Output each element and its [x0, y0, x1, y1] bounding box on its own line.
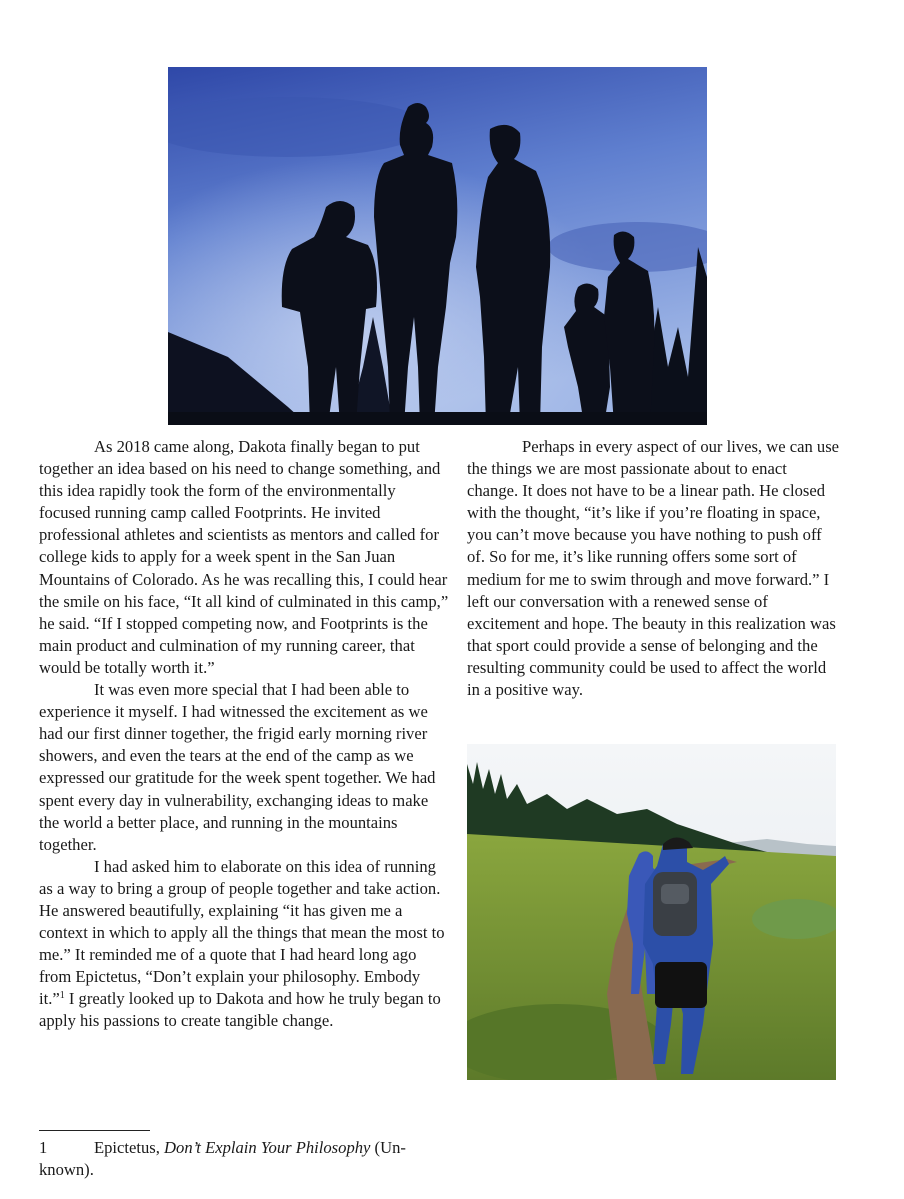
paragraph: As 2018 came along, Dakota finally began to put together an idea based on his need to change something, and this idea rapidly took the form of the environmentally focused running camp called Footprints. He invited professional athletes and scientists as mentors and called for college kids to apply for a week spent in the San Juan Mountains of Colorado. As he was recalling this, I could hear the smile on his face, “It all kind of culminated in this camp,” he said. “If I stopped competing now, and Footprints is the main product and culmination of my running career, that would be totally worth it.”	[39, 437, 449, 677]
paragraph: It was even more special that I had been able to experience it myself. I had witnessed the excitement as we had our first dinner together, the frigid early morning river showers, and even the tears at the end of the camp as we expressed our gratitude for the week spent together. We had spent every day in vulnerability, exchanging ideas to make the world a better place, and running in the mountains together.	[39, 680, 436, 854]
dusk-silhouettes-illustration	[168, 67, 707, 425]
footnote-title: Don’t Explain Your Philosophy	[164, 1138, 371, 1157]
left-text-column	[39, 436, 449, 1033]
footnote-reference[interactable]: 1	[59, 990, 65, 1002]
footnote-number: 1	[39, 1138, 48, 1157]
paragraph: Perhaps in every aspect of our lives, we can use the things we are most passionate about to enact change. It does not have to be a linear path. He closed with the thought, “it’s like if you’re floating in space, you can’t move because you have nothing to push off of. So for me, it’s like running offers some sort of medium for me to swim through and move forward.” I left our conversation with a renewed sense of excitement and hope. The beauty in this realization was that sport could provide a sense of belonging and the resulting community could be used to affect the world in a positive way.	[467, 437, 840, 700]
trail-runners-illustration	[467, 744, 836, 1080]
paragraph-text: I had asked him to elaborate on this idea of running as a way to bring a group of people together and take action. He answered beautifully, explaining “it has given me a context in which to apply all the things that mean the most to me.” It reminded me of a quote that I had heard long ago from Epictetus, “Don’t explain your philosophy. Embody it.”	[39, 856, 445, 1009]
trail-runners-photo	[467, 744, 836, 1080]
footnote-divider	[39, 1130, 150, 1131]
footnote	[39, 1137, 439, 1181]
dusk-silhouettes-photo	[168, 67, 707, 425]
paragraph	[39, 856, 449, 1033]
footnote-author: Epictetus,	[94, 1138, 165, 1157]
footnote-rest: (Unknown).	[39, 1138, 406, 1180]
right-text-column	[467, 436, 839, 701]
paragraph-text: I greatly looked up to Dakota and how he truly began to apply his passions to create tangible change.	[39, 989, 441, 1031]
